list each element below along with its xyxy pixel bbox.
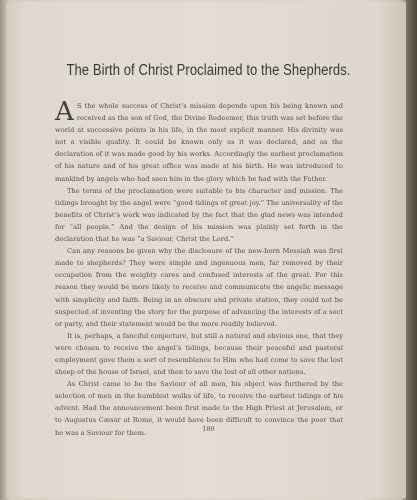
drop-cap: A	[55, 97, 74, 127]
paragraph-5: As Christ came to be the Saviour of all men, his object was furthered by the selection of men in the humblest walks of life, to receive the earliest tidings of his advent. Had the announcement been first made to the High Priest at Jerusalem, or to Augustus Cæsar at Rome, it would have been difficult to convince the poor that he was a Saviour for them.	[55, 380, 343, 437]
paragraph-1	[55, 97, 343, 185]
page-title: The Birth of Christ Proclaimed to the Shepherds.	[66, 62, 351, 79]
paragraph-2: The terms of the proclamation were suitable to his character and mission. The tidings brought by the angel were “good tidings of great joy.” The universality of the benefits of Christ’s work was indicated by the fact that the glad news was intended for “all people.” And the design of his mission was plainly set forth in the declaration that he was “a Saviour, Christ the Lord.”	[55, 186, 343, 244]
paragraph-3: Can any reasons be given why the disclosure of the new-born Messiah was first made to shepherds? They were simple and ingenuous men, far removed by their occupation from the weighty cares and confused interests of the great. For this reason they would be more likely to receive and communicate the angelic message with simplicity and faith. Being in an obscure and private station, they could not be suspected of inventing the story for the purpose of advancing the interests of a sect or party, and their statement would be the more readily believed.	[55, 247, 343, 328]
page-number: 180	[202, 425, 215, 433]
article-body	[55, 97, 343, 439]
paragraph-1-text: S the whole success of Christ’s mission depends upon his being known and received as the son of God, the Divine Redeemer, this truth was set before the world at successive points in his life, in the most explicit manner. His divinity was not a visible quality. It could be known only as it was declared, and as the declaration of it was made good by his works. Accordingly the earliest proclamation of his nature and of his great office was made at his birth. He was introduced to mankind by angels who had seen him in the glory which he had with the Father.	[55, 102, 343, 183]
paragraph-4: It is, perhaps, a fanciful conjecture, but still a natural and obvious one, that they were chosen to receive the angel’s tidings, because their peaceful and pastoral employment gave them a sort of resemblance to Him who had come to save the lost sheep of the house of Israel, and then to save the lost of all other nations.	[55, 331, 343, 377]
